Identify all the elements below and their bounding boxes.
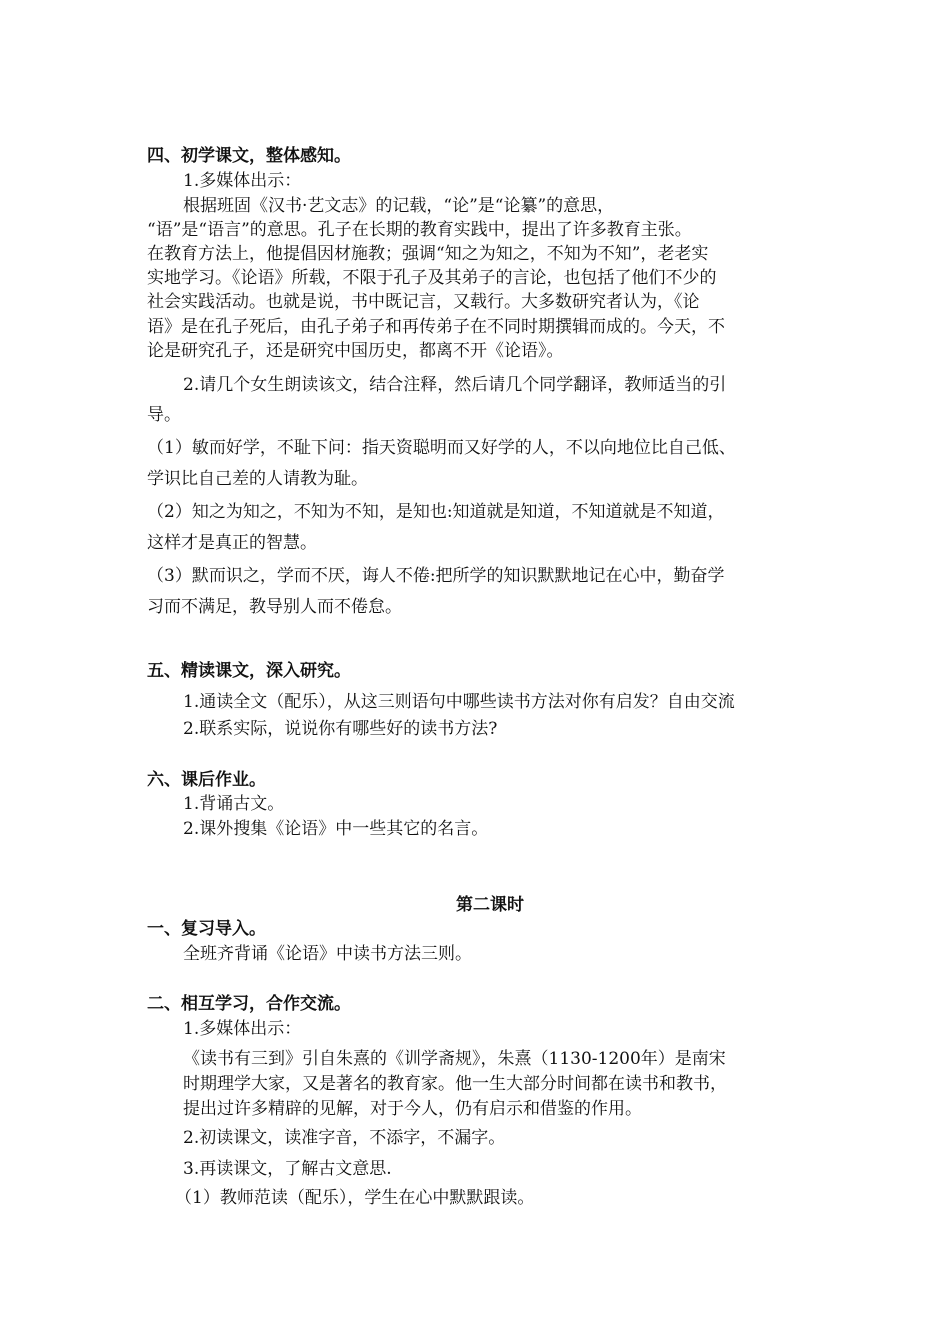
lesson-title: 第二课时	[456, 895, 524, 915]
sub-item: （3）默而识之，学而不厌，诲人不倦:把所学的知识默默地记在心中，勤奋学	[147, 566, 725, 586]
sub-item: （2）知之为知之，不知为不知，是知也:知道就是知道，不知道就是不知道，	[147, 502, 725, 522]
paragraph-line: 根据班固《汉书·艺文志》的记载，“论”是“论纂”的意思，	[183, 196, 615, 216]
paragraph-line: 全班齐背诵《论语》中读书方法三则。	[183, 944, 472, 964]
paragraph-line: 社会实践活动。也就是说，书中既记言，又载行。大多数研究者认为，《论	[147, 292, 700, 312]
paragraph-line: 实地学习。《论语》所载，不限于孔子及其弟子的言论，也包括了他们不少的	[147, 268, 717, 288]
sub-item: （1）敏而好学，不耻下问：指天资聪明而又好学的人，不以向地位比自己低、	[147, 438, 736, 458]
list-item: 2.初读课文，读准字音，不添字，不漏字。	[183, 1128, 506, 1148]
list-item: 3.再读课文，了解古文意思.	[183, 1159, 392, 1179]
paragraph-line: 语》是在孔子死后，由孔子弟子和再传弟子在不同时期撰辑而成的。今天，不	[147, 317, 725, 337]
paragraph-line: 提出过许多精辟的见解，对于今人，仍有启示和借鉴的作用。	[183, 1099, 642, 1119]
section-heading: 六、课后作业。	[147, 770, 266, 790]
sub-item: 学识比自己差的人请教为耻。	[147, 469, 368, 489]
section-heading: 五、精读课文，深入研究。	[147, 661, 351, 681]
list-item: 导。	[147, 405, 181, 425]
paragraph-line: 时期理学大家，又是著名的教育家。他一生大部分时间都在读书和教书，	[183, 1074, 727, 1094]
section-heading: 一、复习导入。	[147, 919, 266, 939]
list-item: 1.通读全文（配乐），从这三则语句中哪些读书方法对你有启发？自由交流	[183, 692, 735, 712]
paragraph-line: 论是研究孔子，还是研究中国历史，都离不开《论语》。	[147, 341, 564, 361]
list-item: 2.联系实际，说说你有哪些好的读书方法?	[183, 719, 498, 739]
paragraph-line: “语”是“语言”的意思。孔子在长期的教育实践中，提出了许多教育主张。	[147, 220, 692, 240]
sub-item: （1）教师范读（配乐），学生在心中默默跟读。	[175, 1188, 535, 1208]
sub-item: 习而不满足，教导别人而不倦怠。	[147, 597, 402, 617]
section-heading: 二、相互学习，合作交流。	[147, 994, 351, 1014]
sub-item: 这样才是真正的智慧。	[147, 533, 317, 553]
list-item: 2.课外搜集《论语》中一些其它的名言。	[183, 819, 489, 839]
paragraph-line: 《读书有三到》引自朱熹的《训学斋规》，朱熹（1130-1200年）是南宋	[183, 1049, 726, 1069]
list-item: 1.背诵古文。	[183, 794, 285, 814]
section-heading: 四、初学课文，整体感知。	[147, 146, 351, 166]
list-item-label: 1.多媒体出示：	[183, 1019, 302, 1039]
paragraph-line: 在教育方法上，他提倡因材施教；强调“知之为知之，不知为不知”，老老实	[147, 244, 709, 264]
list-item: 2.请几个女生朗读该文，结合注释，然后请几个同学翻译，教师适当的引	[183, 375, 727, 395]
list-item-label: 1.多媒体出示：	[183, 171, 302, 191]
